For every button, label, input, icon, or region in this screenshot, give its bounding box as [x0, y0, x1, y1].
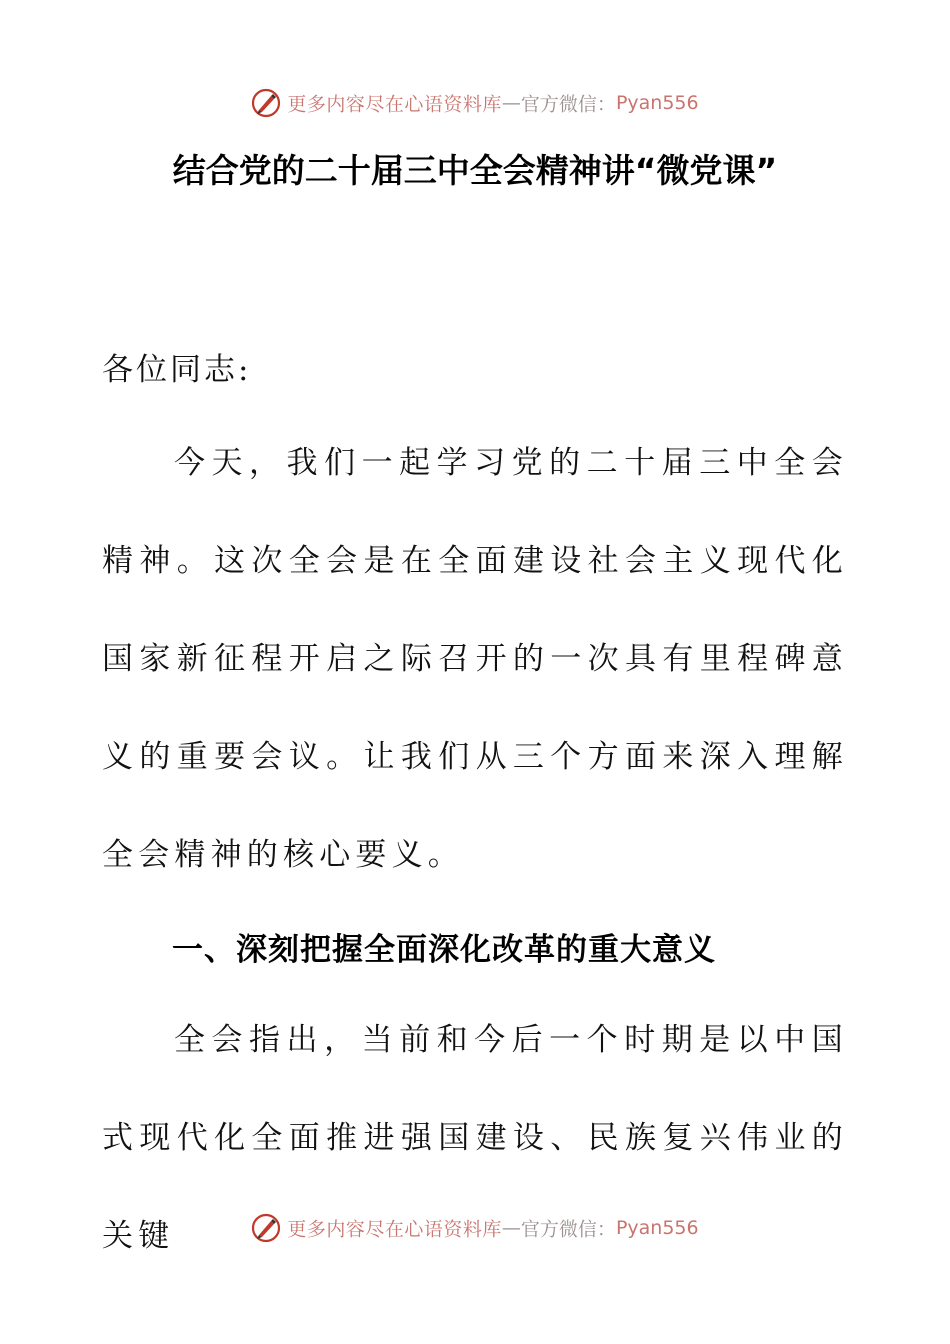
- pen-logo-icon: [251, 88, 281, 118]
- watermark-separator: —: [501, 92, 521, 114]
- watermark-separator: —: [501, 1217, 521, 1239]
- salutation: 各位同志:: [102, 352, 252, 388]
- watermark-wechat-id: Pyan556: [615, 1217, 699, 1239]
- watermark-text: 更多内容尽在心语资料库: [287, 93, 502, 116]
- watermark-wechat-id: Pyan556: [615, 92, 699, 114]
- pen-logo-icon: [251, 1213, 281, 1243]
- footer-watermark: [0, 1213, 950, 1243]
- paragraph-intro: 今天，我们一起学习党的二十届三中全会精神。这次全会是在全面建设社会主义现代化国家新征程开启之际召开的一次具有里程碑意义的重要会议。让我们从三个方面来深入理解全会精神的核心要义。: [102, 445, 848, 873]
- header-watermark: [0, 88, 950, 118]
- watermark-official-label: 官方微信：: [520, 1218, 616, 1241]
- watermark-text: 更多内容尽在心语资料库: [287, 1218, 502, 1241]
- section-heading-1: 一、深刻把握全面深化改革的重大意义: [172, 932, 716, 968]
- paragraph-section-1: 全会指出，当前和今后一个时期是以中国式现代化全面推进强国建设、民族复兴伟业的关键: [102, 1022, 848, 1254]
- document-title: 结合党的二十届三中全会精神讲“微党课”: [172, 151, 778, 190]
- watermark-official-label: 官方微信：: [520, 93, 616, 116]
